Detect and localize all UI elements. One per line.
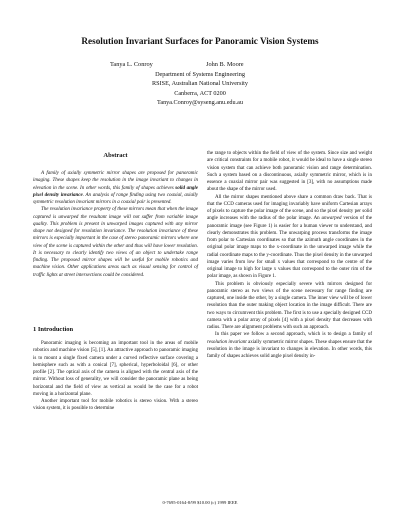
right-paragraph-4 [207, 331, 372, 360]
author-moore: John B. Moore [206, 61, 244, 68]
abstract-paragraph-1 [33, 170, 198, 206]
right-paragraph-1: the range to objects within the field of view of the system. Since size and weight are critical constraints for a mobile robot, it would be ideal to have a single stereo vision system that can achieve both panoramic vision and range determination. Such a system based on a discontinuous, axially symmetric mirror, which is in essence a coaxial mirror pair was suggested in [3], with no assumptions made about the shape of the mirror used. [207, 151, 372, 193]
abstract-p1-tail: . An analysis of range finding using two coaxial, axially symmetric resolution invariant mirrors in a coaxial pair is presented. [33, 192, 198, 205]
abstract-p1-bold: solid angle pixel density invariance [33, 185, 199, 198]
affiliation-block [0, 70, 400, 107]
section-heading-introduction: 1 Introduction [33, 326, 74, 333]
copyright-footer: 0-7695-0164-8/99 $10.00 (c) 1999 IEEE [162, 500, 238, 505]
intro-paragraph-2: Another important tool for mobile robotics is stereo vision. With a stereo vision system, it is possible to determine [33, 399, 198, 412]
abstract-paragraph-2: The resolution invariance property of these mirrors mean that when the image captured is unwarped the resultant image will not suffer from variable image quality. This problem is present in unwarped images captured with any mirror shape not designed for resolution invariance. The resolution invariance of these mirrors is especially important in the case of stereo panoramic mirrors where one view of the scene is captured within the other and thus will have lower resolution. It is necessary to clearly identify two views of an object to undertake range finding. The proposed mirror shapes will be useful for mobile robotics and machine vision. Other applications areas such as visual sensing for control of traffic lights at street intersections could be considered. [33, 207, 198, 278]
author-conroy: Tanya L. Conroy [110, 61, 153, 68]
right-p2-tail: version of the panoramic image (see Figure 1) is easier for a human viewer to understand, and clearly demonstrates this problem. The unwarping process transforms the image from polar to Cartesian coordinates so that the azimuth angle coordinates in the original polar image maps to the x-coordinate in the unwarped image while the radial coordinate maps to the y-coordinate. Thus the pixel density in the unwarped image varies from low for small x values that correspond to the centre of the original image to high for large x values that correspond to the outer rim of the polar image, as shown in Figure 1. [207, 216, 373, 280]
affiliation-department: Department of Systems Engineering [155, 71, 245, 78]
right-p2-emphasis: unwarped [321, 216, 342, 222]
right-p4-tail: axially symmetric mirror shapes. These shapes ensure that the resolution in the image is invariant to changes in elevation. In other words, this family of shapes achieves solid angle pixel density in- [207, 339, 372, 359]
right-p2-text: All the mirror shapes mentioned above share a common draw back. That is that the CCD cameras used for imaging invariably have uniform Cartesian arrays of pixels to capture the polar image of the scene, and so the pixel density per solid angle increases with the radius of the polar image. An [207, 194, 372, 222]
abstract-body [33, 170, 198, 279]
paper-title: Resolution Invariant Surfaces for Panoramic Vision Systems [81, 36, 319, 46]
abstract-heading: Abstract [103, 152, 128, 159]
affiliation-email: Tanya.Conroy@syseng.anu.edu.au [156, 98, 244, 106]
right-p4-emphasis: resolution invariant [207, 339, 247, 345]
introduction-body [33, 340, 198, 413]
abstract-p1-text: A family of axially symmetric mirror shapes are proposed for panoramic imaging. These shapes keep the resolution in the image invariant to changes in elevation in the scene. In other words, this family of shapes achieves [33, 171, 198, 191]
right-paragraph-3: This problem is obviously especially severe with mirrors designed for panoramic stereo as two views of the scene necessary for range finding are captured, one inside the other, by a single camera. The inner view will be of lower resolution than the outer making object location in the image difficult. There are two ways to circumvent this problem. The first is to use a specially designed CCD camera with a polar array of pixels [4] with a pixel density that decreases with radius. There are alignment problems with such an approach. [207, 281, 372, 330]
intro-paragraph-1: Panoramic imaging is becoming an important tool in the areas of mobile robotics and machine vision [5], [1]. An attractive approach to panoramic imaging is to mount a single fixed camera under a curved reflective surface covering a hemisphere such as with a conical [7], spherical, hyperboloidal [6], or other profile [2]. The optical axis of the camera is aligned with the central axis of the mirror. Without loss of generality, we will consider the panoramic plane as being horizontal and the field of view as vertical as would be the case for a robot moving in a horizontal plane. [33, 341, 198, 397]
affiliation-city: Canberra, ACT 0200 [174, 89, 226, 97]
right-column [207, 150, 372, 360]
right-p4-text: In this paper we follow a second approach, which is to design a family of [215, 332, 372, 338]
right-paragraph-2 [207, 194, 372, 281]
affiliation-school: RSISE, Australian National University [152, 80, 248, 88]
